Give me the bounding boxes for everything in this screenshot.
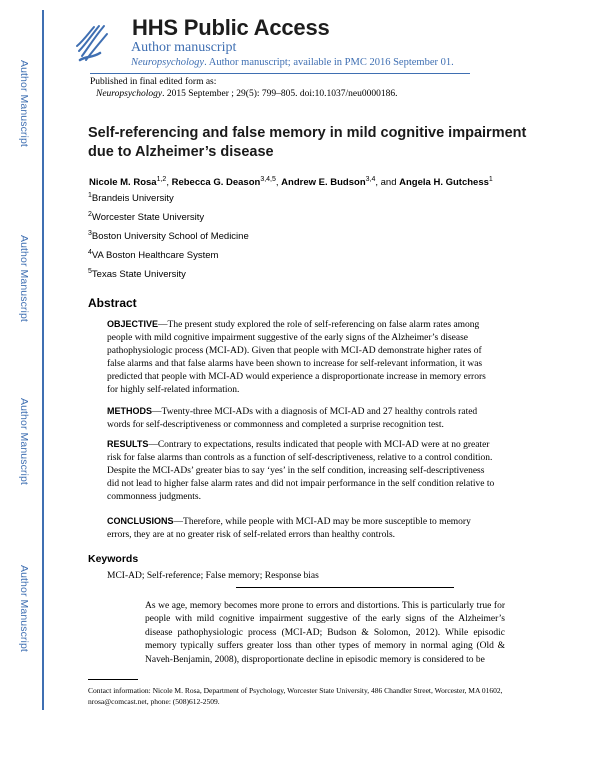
published-note: Published in final edited form as: bbox=[90, 77, 217, 87]
author-affiliation-marker: 1,2 bbox=[156, 176, 167, 183]
affiliation-text: VA Boston Healthcare System bbox=[91, 250, 219, 262]
affiliation bbox=[88, 230, 249, 242]
abstract-section-label: RESULTS bbox=[107, 439, 149, 449]
banner-title: HHS Public Access bbox=[132, 15, 330, 40]
author-affiliation-marker: 3,4 bbox=[365, 176, 376, 183]
banner-journal-name: Neuropsychology bbox=[131, 57, 205, 68]
sidebar-label-author-manuscript: Author Manuscript bbox=[18, 398, 30, 485]
banner-journal-line bbox=[131, 57, 454, 68]
author-separator: , bbox=[275, 177, 282, 189]
sidebar-label-author-manuscript: Author Manuscript bbox=[18, 235, 30, 322]
abstract-conclusions bbox=[107, 515, 497, 542]
author-name: Rebecca G. Deason bbox=[171, 177, 261, 189]
abstract-section-text: —Contrary to expectations, results indicated that people with MCI-AD were at no greater risk for false alarms than controls as a function of self-descriptiveness, relative to a control condition. Despite the MCI-ADs’ greater bias to say ‘yes’ in the self condition, increasing self-descriptiveness did not lead to higher false alarm rates and did not impair performance in the self condition relative to commonness judgments. bbox=[107, 440, 495, 502]
affiliation bbox=[88, 192, 174, 204]
citation-details: . 2015 September ; 29(5): 799–805. doi:10.1037/neu0000186. bbox=[162, 89, 398, 99]
author-name: Andrew E. Budson bbox=[281, 177, 366, 189]
abstract-heading: Abstract bbox=[88, 296, 137, 310]
keywords-heading: Keywords bbox=[88, 553, 139, 565]
abstract-section-text: —Twenty-three MCI-ADs with a diagnosis of MCI-AD and 27 healthy controls rated words for self-descriptiveness or commonness and completed a surprise recognition test. bbox=[107, 407, 478, 430]
affiliation-number: 4 bbox=[88, 249, 92, 256]
banner-availability: . Author manuscript; available in PMC 2016 September 01. bbox=[204, 57, 454, 68]
keywords-list: MCI-AD; Self-reference; False memory; Response bias bbox=[107, 571, 319, 581]
affiliation bbox=[88, 249, 218, 261]
keywords-divider bbox=[236, 587, 454, 588]
abstract-section-text: —The present study explored the role of self-referencing on false alarm rates among people with mild cognitive impairment suggestive of the early signs of the Alzheimer’s disease pathophysiologic process (MCI-AD). Given that people with MCI-AD demonstrate higher rates of false alarms and that false alarms have been shown to increase for self-relevant information, it was predicted that people with MCI-AD would experience a disproportionate increase in memory errors for highly self-related information. bbox=[107, 320, 486, 395]
abstract-section-label: CONCLUSIONS bbox=[107, 516, 174, 526]
abstract-objective bbox=[107, 318, 497, 397]
paper-title: Self-referencing and false memory in mild cognitive impairment due to Alzheimer’s disease bbox=[88, 125, 527, 160]
author-separator: , bbox=[166, 177, 172, 189]
citation-line bbox=[96, 89, 398, 99]
abstract-results bbox=[107, 438, 497, 504]
abstract-section-label: METHODS bbox=[107, 406, 152, 416]
affiliation-text: Texas State University bbox=[91, 269, 186, 281]
sidebar-label-author-manuscript: Author Manuscript bbox=[18, 60, 30, 147]
affiliation-number: 3 bbox=[88, 230, 92, 237]
author-affiliation-marker: 3,4,5 bbox=[260, 176, 276, 183]
affiliation-text: Boston University School of Medicine bbox=[91, 231, 249, 243]
affiliation-number: 2 bbox=[88, 211, 92, 218]
author-name: Angela H. Gutchess bbox=[399, 177, 489, 189]
abstract-section-label: OBJECTIVE bbox=[107, 319, 159, 329]
affiliation-number: 1 bbox=[88, 192, 92, 199]
intro-paragraph: As we age, memory becomes more prone to errors and distortions. This is particularly true for people with mild cognitive impairment suggestive of the early signs of the Alzheimer’s disease pathophysiologic process (MCI-AD; Budson & Solomon, 2012). While episodic memory typically suffers greater loss than other types of memory in normal aging (Old & Naveh-Benjamin, 2008), disproportionate decline in episodic memory is considered to be bbox=[145, 601, 505, 665]
abstract-methods bbox=[107, 405, 497, 432]
abstract-section-text: —Therefore, while people with MCI-AD may be more susceptible to memory errors, they are at no greater risk of self-related errors than healthy controls. bbox=[107, 517, 471, 540]
citation-journal: Neuropsychology bbox=[96, 89, 163, 99]
affiliation-text: Worcester State University bbox=[91, 212, 205, 224]
affiliation bbox=[88, 211, 204, 223]
sidebar-divider bbox=[42, 10, 44, 710]
author-affiliation-marker: 1 bbox=[488, 176, 493, 183]
author-list bbox=[89, 176, 493, 188]
hhs-eagle-logo-icon bbox=[74, 20, 110, 64]
author-separator: , and bbox=[375, 177, 400, 189]
contact-footnote: Contact information: Nicole M. Rosa, Department of Psychology, Worcester State University, 486 Chandler Street, Worcester, MA 01602, nrosa@comcast.net, phone: (508)612-2509. bbox=[88, 686, 503, 706]
banner-subtitle: Author manuscript bbox=[131, 40, 237, 55]
banner-divider bbox=[90, 73, 470, 74]
author-name: Nicole M. Rosa bbox=[89, 177, 157, 189]
footnote-divider bbox=[88, 679, 138, 680]
affiliation bbox=[88, 268, 186, 280]
affiliation-text: Brandeis University bbox=[91, 193, 174, 205]
affiliation-number: 5 bbox=[88, 268, 92, 275]
sidebar-label-author-manuscript: Author Manuscript bbox=[18, 565, 30, 652]
